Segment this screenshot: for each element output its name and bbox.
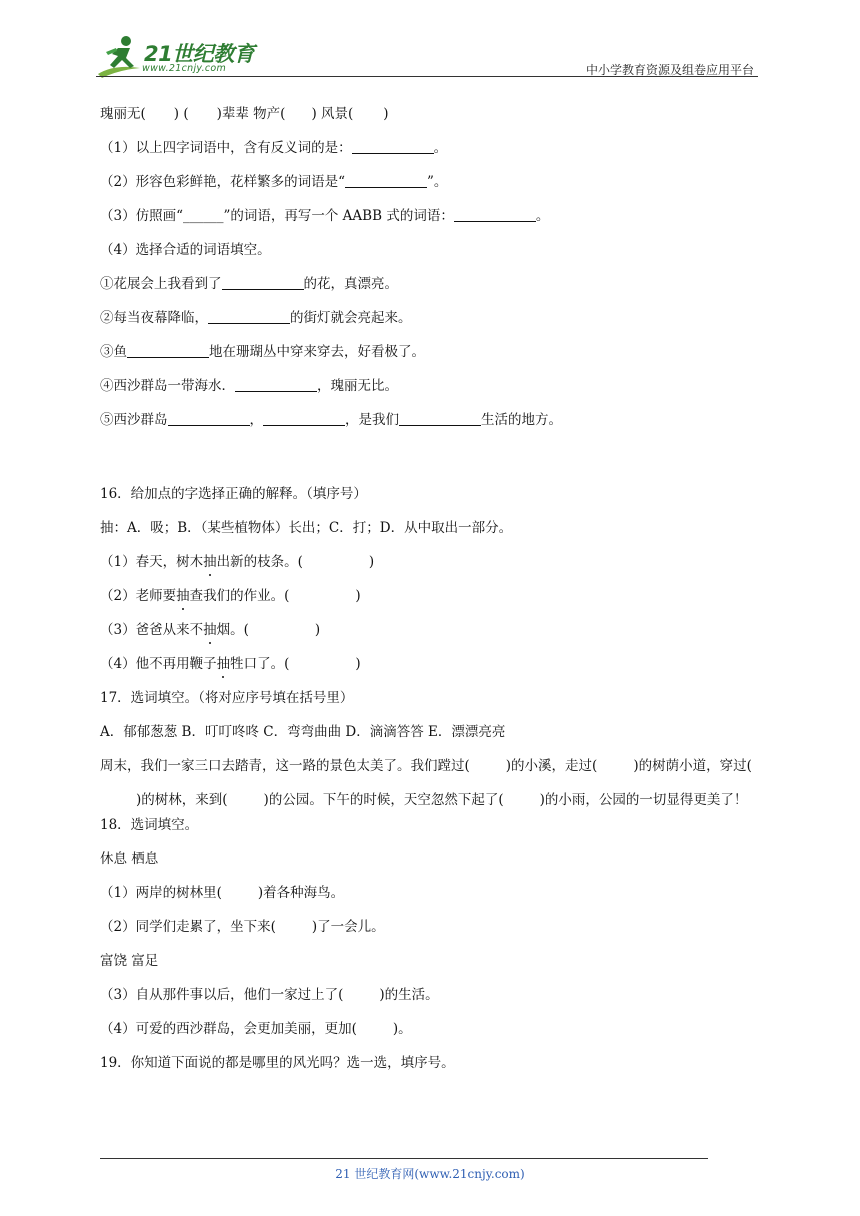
logo-url: www.21cnjy.com [142, 63, 227, 74]
q18-item-1: （1）两岸的树林里( )着各种海鸟。 [100, 885, 345, 901]
header-divider [96, 76, 758, 77]
q18-title: 18．选词填空。 [100, 817, 199, 833]
answer-blank[interactable] [127, 343, 209, 358]
q18-item-3: （3）自从那件事以后，他们一家过上了( )的生活。 [100, 987, 439, 1003]
answer-blank[interactable] [454, 207, 536, 222]
q17-title: 17．选词填空。（将对应序号填在括号里） [100, 690, 354, 706]
answer-blank[interactable] [263, 411, 345, 426]
q16-title: 16．给加点的字选择正确的解释。（填序号） [100, 486, 367, 502]
q15-sub4: （4）选择合适的词语填空。 [100, 242, 271, 258]
q18-item-2: （2）同学们走累了，坐下来( )了一会儿。 [100, 919, 385, 935]
worksheet-content [100, 104, 760, 1087]
footer-link[interactable]: 21 世纪教育网(www.21cnjy.com) [335, 1167, 525, 1181]
logo-text: 21世纪教育 [144, 42, 255, 66]
q15-fill2: ②每当夜幕降临， 的街灯就会亮起来。 [100, 310, 412, 326]
q18-item-4: （4）可爱的西沙群岛，会更加美丽，更加( )。 [100, 1021, 412, 1037]
q16-item-3: （3）爸爸从来不抽烟。( ) [100, 622, 321, 638]
q15-sub2: （2）形容色彩鲜艳，花样繁多的词语是“ ”。 [100, 174, 448, 190]
answer-blank[interactable] [235, 377, 317, 392]
dotted-character: 抽 [216, 656, 231, 672]
q15-fill4: ④西沙群岛一带海水． ，瑰丽无比。 [100, 378, 398, 394]
answer-blank[interactable] [352, 139, 434, 154]
q16-item-2: （2）老师要抽查我们的作业。( ) [100, 588, 361, 604]
q15-sub3: （3）仿照画“______”的词语，再写一个 AABB 式的词语： 。 [100, 208, 550, 224]
q15-sub1: （1）以上四字词语中，含有反义词的是： 。 [100, 140, 448, 156]
dotted-character: 抽 [203, 622, 217, 638]
q15-fill5: ⑤西沙群岛 ， ，是我们 生活的地方。 [100, 412, 562, 428]
q15-fill3: ③鱼 地在珊瑚丛中穿来穿去，好看极了。 [100, 344, 425, 360]
answer-blank[interactable] [208, 309, 290, 324]
q16-options: 抽：A．吸；B．（某些植物体）长出；C．打；D．从中取出一部分。 [100, 520, 513, 536]
logo [96, 34, 266, 80]
answer-blank[interactable] [345, 173, 427, 188]
dotted-character: 抽 [176, 588, 190, 604]
q17-options: A．郁郁葱葱 B．叮叮咚咚 C．弯弯曲曲 D．滴滴答答 E．漂漂亮亮 [100, 724, 506, 740]
platform-name: 中小学教育资源及组卷应用平台 [585, 63, 754, 77]
answer-blank[interactable] [168, 411, 250, 426]
q17-passage: 周末，我们一家三口去踏青，这一路的景色太美了。我们蹚过( )的小溪，走过( )的树荫小道，穿过()的树林，来到( )的公园。下午的时候，天空忽然下起了( )的小雨，公园的一切显得更美了！ [100, 758, 752, 808]
q15-words-line: 瑰丽无( ) ( )辈辈 物产( ) 风景( ) [100, 106, 389, 122]
footer-divider [100, 1158, 708, 1159]
q18-word-group-2: 富饶 富足 [100, 953, 159, 969]
q15-fill1: ①花展会上我看到了 的花，真漂亮。 [100, 276, 398, 292]
runner-logo-icon [96, 34, 144, 78]
page-header [96, 34, 758, 80]
q16-item-4: （4）他不再用鞭子抽牲口了。( ) [100, 656, 361, 672]
answer-blank[interactable] [222, 275, 304, 290]
q16-item-1: （1）春天，树木抽出新的枝条。( ) [100, 554, 375, 570]
q18-word-group-1: 休息 栖息 [100, 851, 159, 867]
answer-blank[interactable] [399, 411, 481, 426]
q19-title: 19．你知道下面说的都是哪里的风光吗？选一选，填序号。 [100, 1055, 455, 1071]
dotted-character: 抽 [203, 554, 217, 570]
